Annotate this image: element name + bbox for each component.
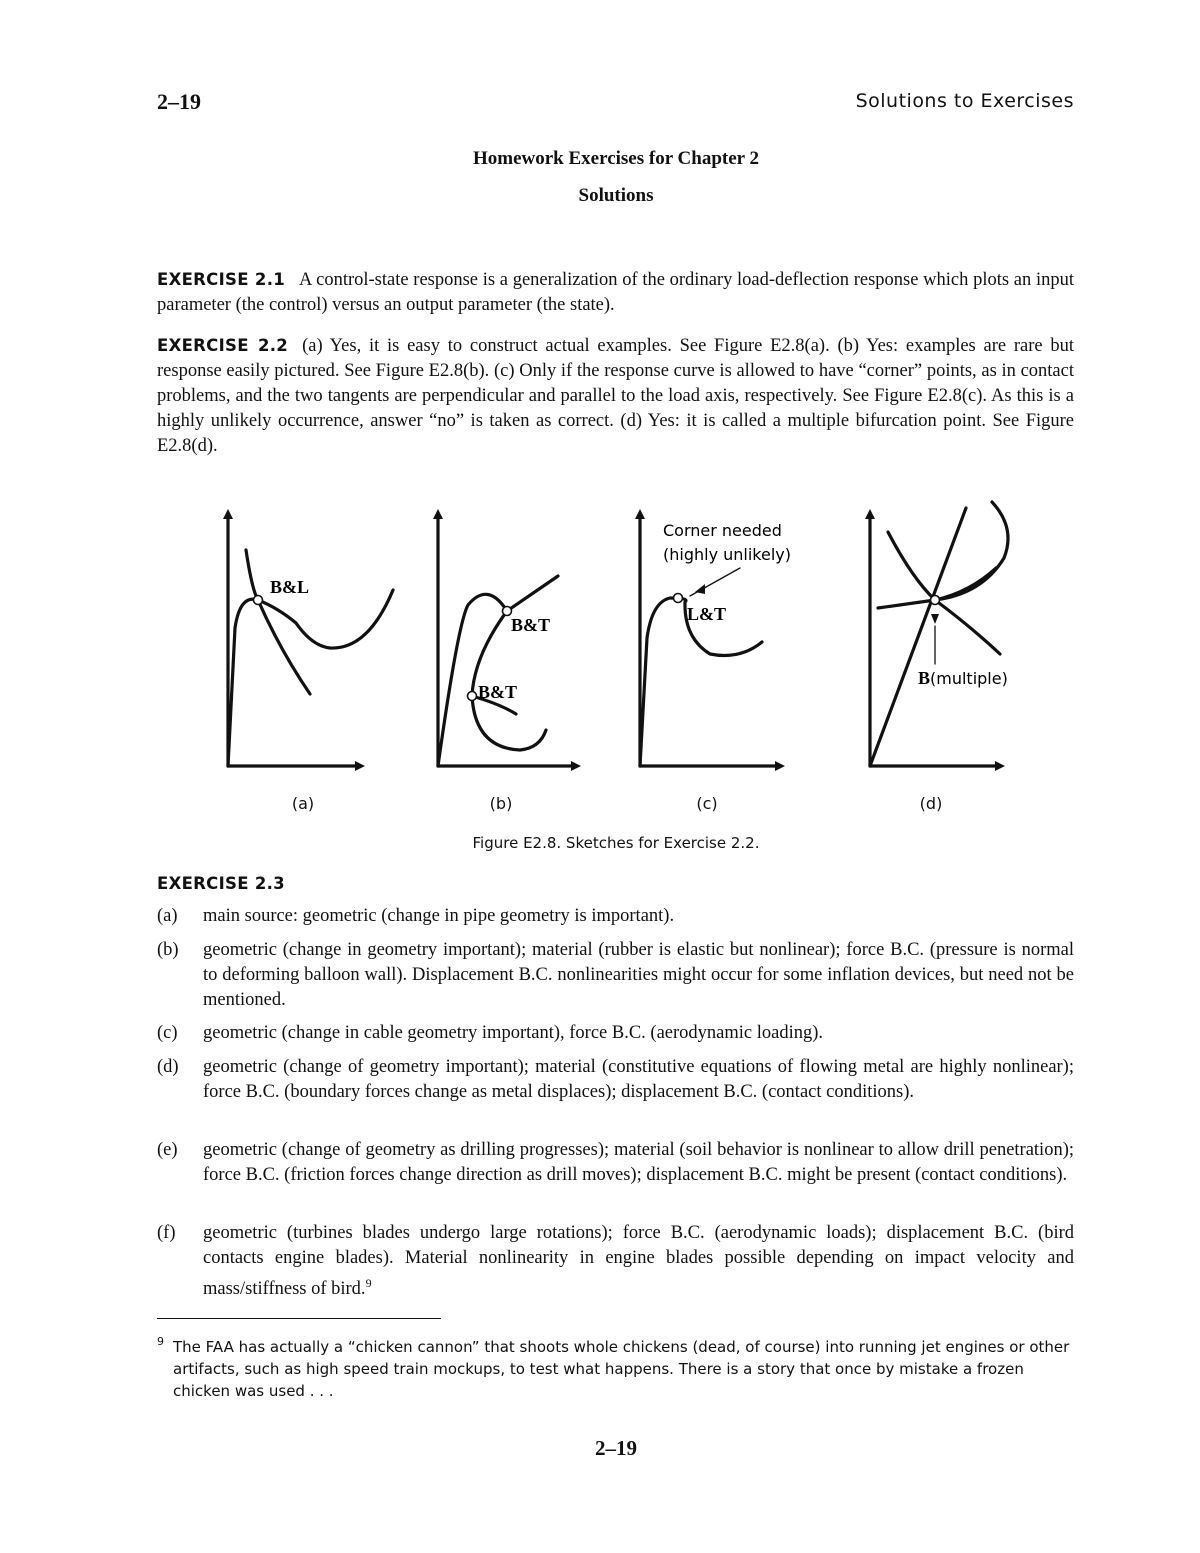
sketch-c-label: (c) (696, 794, 718, 813)
exercise-2-2 (157, 333, 1074, 459)
sketch-b-lower-label: B&T (478, 682, 518, 702)
footnote-reference[interactable]: 9 (365, 1276, 372, 1290)
list-item-label: (c) (157, 1023, 178, 1043)
figure-sketches (200, 498, 1020, 798)
exercise-2-2-label: EXERCISE 2.2 (157, 336, 289, 355)
list-item (157, 904, 1074, 929)
list-item-text: geometric (change of geometry important); material (constitutive equations of flowing metal are highly nonlinear); force B.C. (boundary forces change as metal displaces); displacement B.C. (contact conditions). (203, 1057, 1074, 1102)
list-item (157, 1221, 1074, 1302)
sketch-d-line-3 (888, 532, 1000, 654)
list-item-text-body: geometric (turbines blades undergo large rotations); force B.C. (aerodynamic loads); displacement B.C. (bird contacts engine blades). Material nonlinearity in engine blades possible depending on impact velocity and mass/stiffness of bird. (203, 1223, 1074, 1300)
list-item-label: (a) (157, 906, 178, 926)
sketch-c-annotation-line-2: (highly unlikely) (663, 545, 791, 564)
sketch-d (870, 502, 1008, 766)
list-item-label: (b) (157, 940, 179, 960)
list-item-text: geometric (change of geometry as drilling progresses); material (soil behavior is nonlinear to allow drill penetration); force B.C. (friction forces change direction as drill moves); displacement B.C. might be present (contact conditions). (203, 1140, 1074, 1185)
exercise-2-3-label: EXERCISE 2.3 (157, 874, 285, 893)
list-item-label: (e) (157, 1140, 178, 1160)
sketch-d-point-label-rest: (multiple) (930, 669, 1008, 688)
figure-e2-8 (200, 498, 1020, 798)
sketch-d-arrow (931, 614, 939, 624)
footnote (157, 1336, 1074, 1402)
page-title: Homework Exercises for Chapter 2 (472, 148, 759, 169)
footnote-text: The FAA has actually a “chicken cannon” that shoots whole chickens (dead, of course) into running jet engines or other artifacts, such as high speed train mockups, to test what happens. There is a story that once by mistake a frozen chicken was used . . . (173, 1338, 1070, 1400)
sketch-d-point-label-bold: B (918, 668, 931, 688)
sketch-b (438, 514, 576, 766)
list-item-text: geometric (change in cable geometry important), force B.C. (aerodynamic loading). (203, 1023, 824, 1043)
sketch-d-label: (d) (919, 794, 943, 813)
sketch-b-label: (b) (489, 794, 513, 813)
figure-caption: Figure E2.8. Sketches for Exercise 2.2. (472, 834, 760, 852)
sketch-a-critical-point (254, 596, 263, 605)
sketch-a-secondary-path (246, 550, 310, 694)
page-number-top: 2–19 (157, 89, 201, 114)
exercise-2-1-label: EXERCISE 2.1 (157, 270, 286, 289)
list-item-text: main source: geometric (change in pipe geometry is important). (203, 906, 675, 926)
sketch-a-label: (a) (291, 794, 315, 813)
list-item-text: geometric (change in geometry important); material (rubber is elastic but nonlinear); force B.C. (pressure is normal to deforming balloon wall). Displacement B.C. nonlinearities might occur for some inflation devices, but need not be mentioned. (203, 940, 1074, 1010)
sketch-d-line-1 (870, 508, 966, 766)
exercise-2-1 (157, 267, 1074, 318)
list-item (157, 1055, 1074, 1105)
sketch-c-annotation-line-1: Corner needed (663, 521, 782, 540)
sketch-a-point-label: B&L (270, 577, 310, 597)
page-subtitle: Solutions (578, 185, 654, 206)
list-item (157, 1138, 1074, 1188)
sketch-b-primary-path (438, 576, 558, 766)
sketch-b-upper-label: B&T (511, 615, 551, 635)
footnote-mark: 9 (157, 1335, 164, 1348)
exercise-2-1-text: A control-state response is a generalization of the ordinary load-deflection response which plots an input parameter (the control) versus an output parameter (the state). (157, 270, 1075, 315)
exercise-2-2-text: (a) Yes, it is easy to construct actual examples. See Figure E2.8(a). (b) Yes: examples are rare but response easily pictured. See Figure E2.8(b). (c) Only if the response curve is allowed to have “corner” points, as in contact problems, and the two tangents are perpendicular and parallel to the load axis, respectively. See Figure E2.8(c). As this is a highly unlikely occurrence, answer “no” is taken as correct. (d) Yes: it is called a multiple bifurcation point. See Figure E2.8(d). (157, 336, 1074, 456)
list-item-label: (d) (157, 1057, 179, 1077)
sketch-d-point-label (918, 668, 1008, 688)
running-head: Solutions to Exercises (855, 90, 1074, 112)
list-item-text (203, 1221, 1074, 1302)
sketch-a (228, 514, 393, 766)
page-number-bottom: 2–19 (595, 1436, 637, 1460)
list-item (157, 938, 1074, 1013)
list-item (157, 1021, 1074, 1046)
sketch-c-point-label: L&T (687, 604, 727, 624)
list-item-label: (f) (157, 1223, 176, 1243)
sketch-d-critical-point (931, 596, 940, 605)
sketch-b-lower-point (468, 692, 477, 701)
sketch-a-primary-path (228, 590, 393, 766)
sketch-c-critical-point (674, 594, 683, 603)
footnote-rule (157, 1318, 441, 1319)
